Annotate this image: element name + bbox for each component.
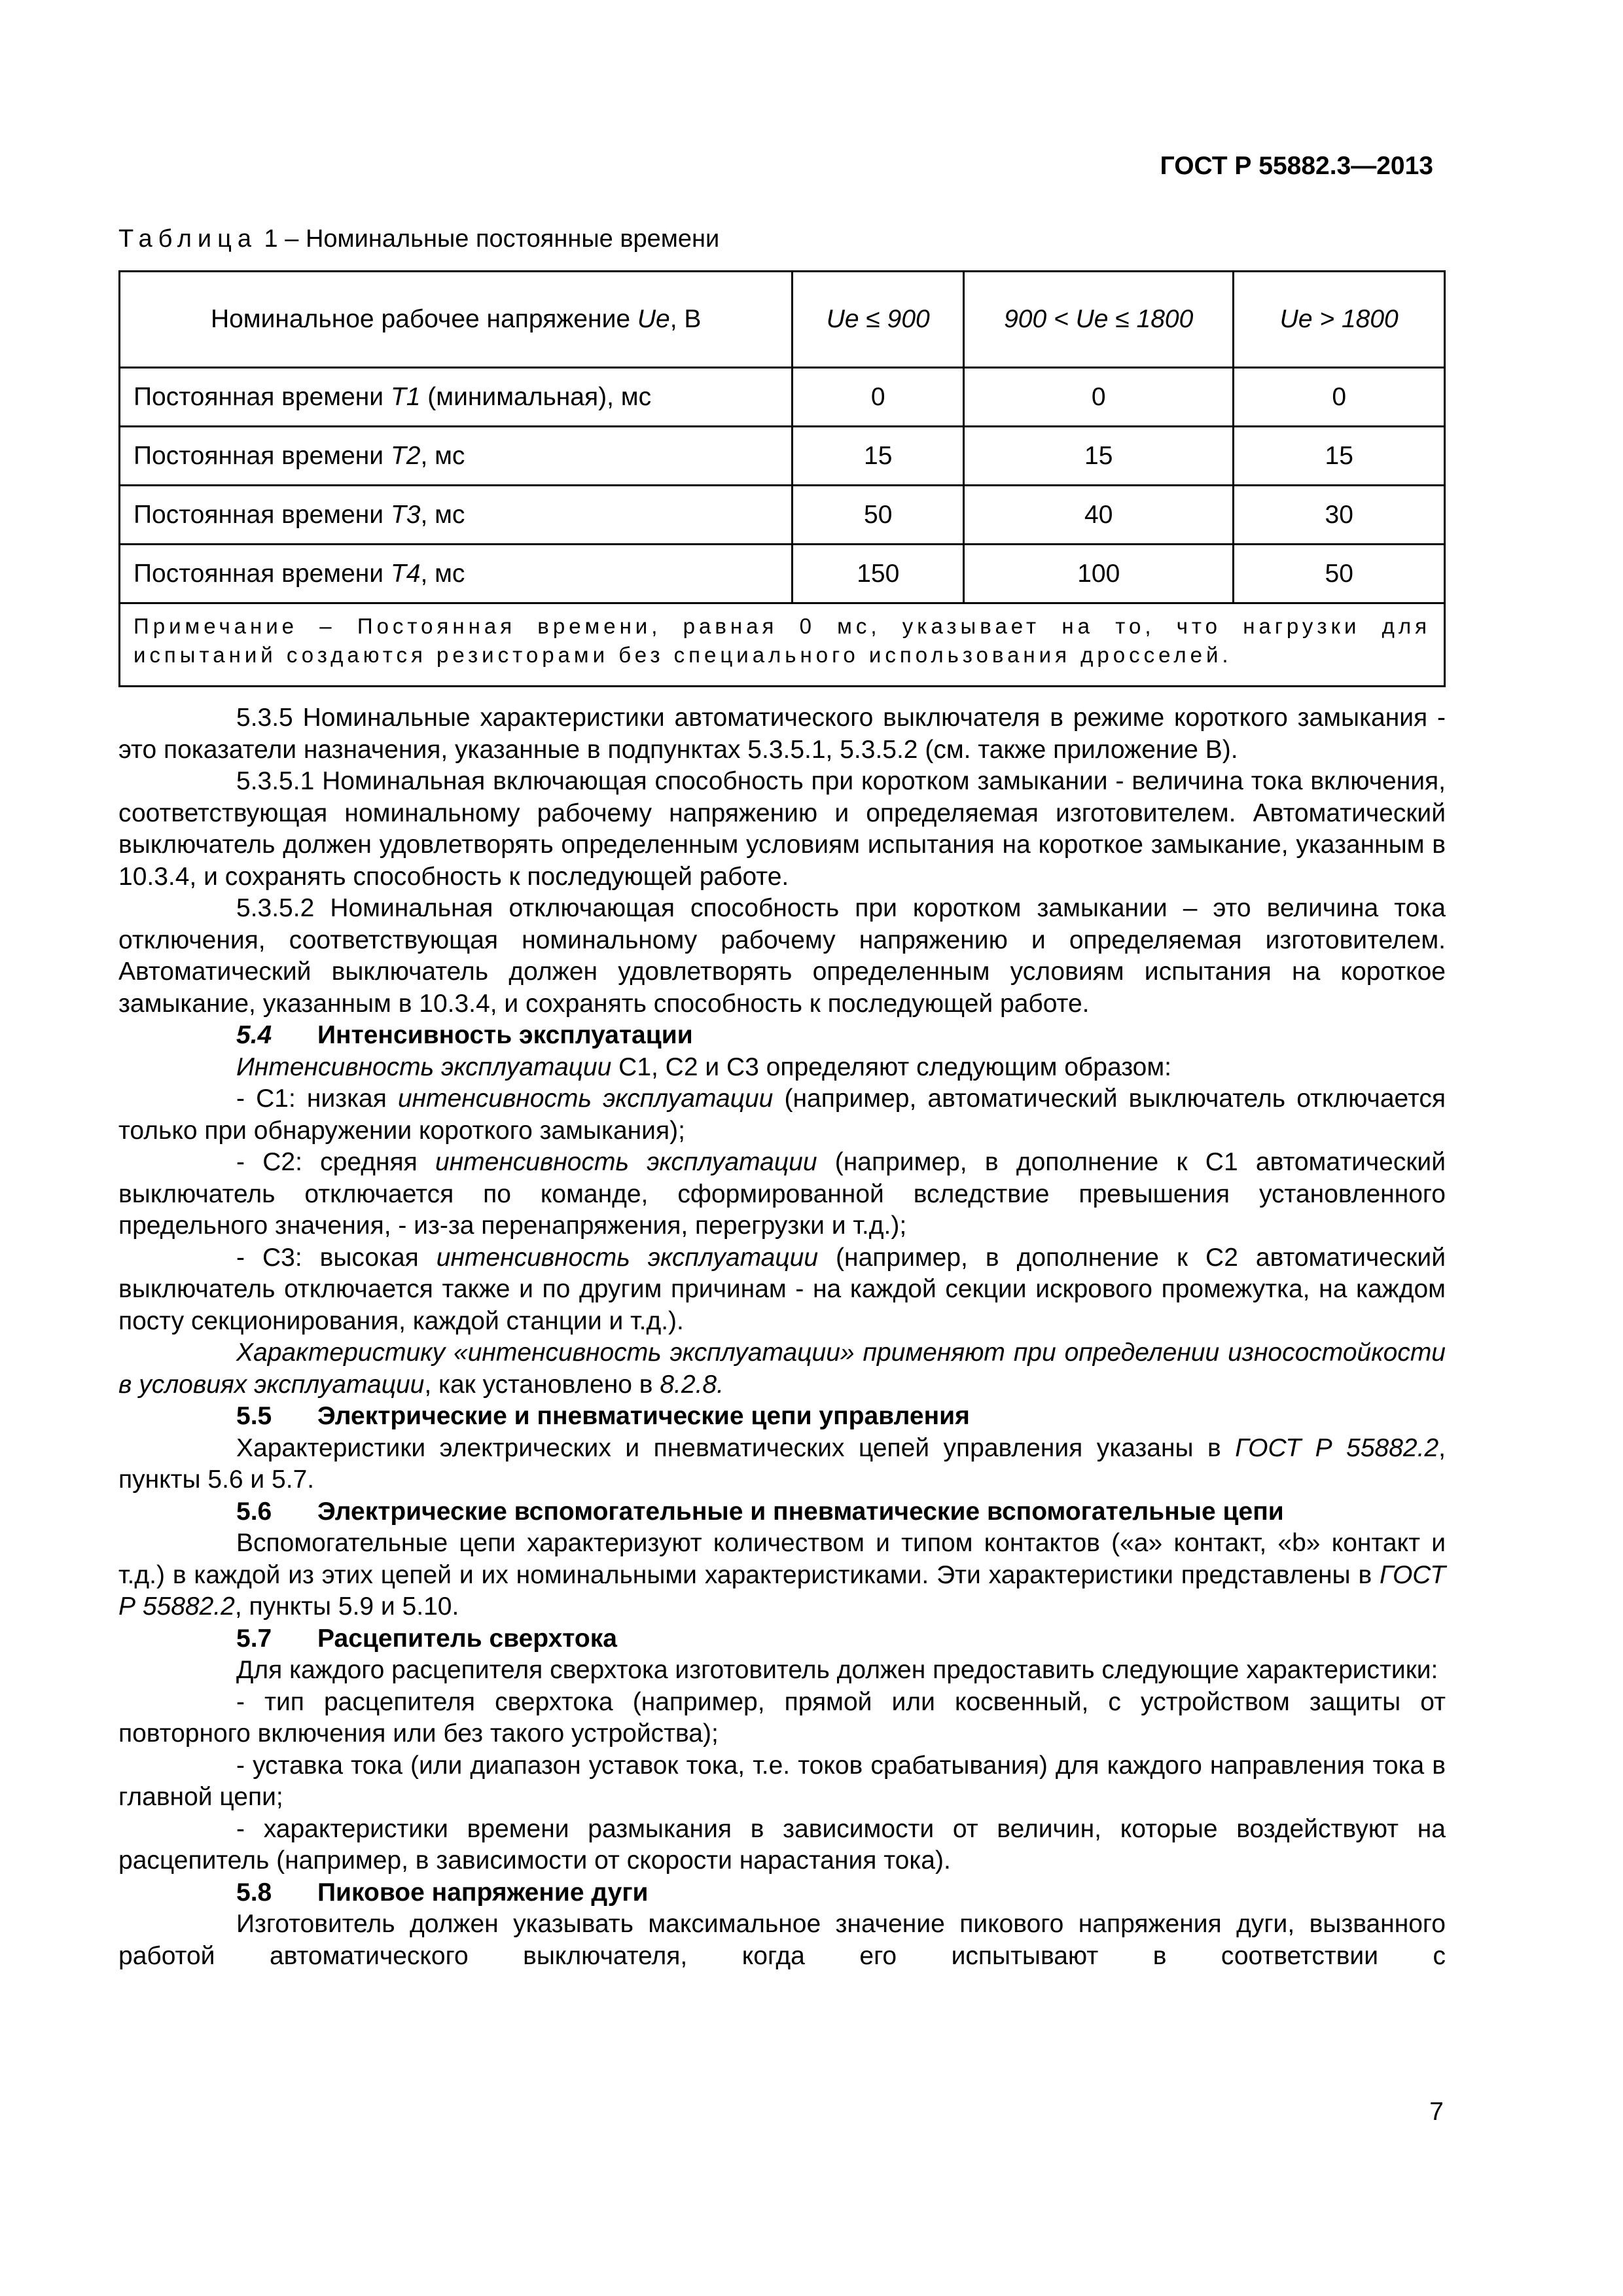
- table-cell: 100: [964, 545, 1234, 603]
- table-row: [120, 545, 1445, 603]
- paragraph-5-3-5-1: 5.3.5.1 Номинальная включающая способность при коротком замыкании - величина тока включения, соответствующая номинальному рабочему напряжению и определяемая изготовителем. Автоматический выключатель должен удовлетворять определенным условиям испытания на короткое замыкание, указанным в 10.3.4, и сохранять способность к последующей работе.: [118, 767, 1446, 891]
- table-cell: 150: [793, 545, 964, 603]
- document-id-header: ГОСТ Р 55882.3—2013: [1160, 152, 1433, 180]
- list-item-opening-time: - характеристики времени размыкания в зависимости от величин, которые воздействуют на расцепитель (например, в зависимости от скорости нарастания тока).: [118, 1814, 1446, 1874]
- paragraph-5-6: Вспомогательные цепи характеризуют количеством и типом контактов («а» контакт, «b» контакт и т.д.) в каждой из этих цепей и их номинальными характеристиками. Эти характеристики представлены в ГОСТ Р 55882.2, пункты 5.9 и 5.10.: [118, 1529, 1446, 1621]
- section-heading-5-8: 5.8 Пиковое напряжение дуги: [236, 1878, 649, 1907]
- time-constants-table: [118, 270, 1446, 687]
- header-voltage: Номинальное рабочее напряжение Ue, В: [120, 272, 793, 368]
- list-item-c1: - С1: низкая интенсивность эксплуатации (например, автоматический выключатель отключается только при обнаружении короткого замыкания);: [118, 1085, 1446, 1145]
- table-cell: 50: [793, 486, 964, 545]
- header-range-1: Ue ≤ 900: [793, 272, 964, 368]
- table-cell: 0: [1234, 368, 1445, 427]
- section-heading-5-6: 5.6 Электрические вспомогательные и пневматические вспомогательные цепи: [236, 1497, 1284, 1526]
- table-row: [120, 427, 1445, 486]
- list-item-c2: - С2: средняя интенсивность эксплуатации (например, в дополнение к С1 автоматический выключатель отключается по команде, сформированной вследствие превышения установленного предельного значения, - из-за перенапряжения, перегрузки и т.д.);: [118, 1148, 1446, 1240]
- row-label: Постоянная времени T4, мс: [120, 545, 793, 603]
- table-caption-word: Таблица: [118, 225, 257, 253]
- table-cell: 50: [1234, 545, 1445, 603]
- table-caption-rest: 1 – Номинальные постоянные времени: [257, 225, 720, 253]
- table-row: [120, 486, 1445, 545]
- paragraph-5-8: Изготовитель должен указывать максимальное значение пикового напряжения дуги, вызванного работой автоматического выключателя, когда его испытывают в соответствии с: [118, 1910, 1446, 1970]
- table-caption: [118, 225, 719, 253]
- paragraph-5-3-5: 5.3.5 Номинальные характеристики автоматического выключателя в режиме короткого замыкания - это показатели назначения, указанные в подпунктах 5.3.5.1, 5.3.5.2 (см. также приложение В).: [118, 704, 1446, 764]
- table-note: Примечание – Постоянная времени, равная 0 мс, указывает на то, что нагрузки для испытаний создаются резисторами без специального использования дросселей.: [120, 603, 1445, 687]
- table-cell: 0: [793, 368, 964, 427]
- paragraph-5-7-intro: Для каждого расцепителя сверхтока изготовитель должен предоставить следующие характеристики:: [236, 1656, 1438, 1684]
- paragraph-5-5: Характеристики электрических и пневматических цепей управления указаны в ГОСТ Р 55882.2, пункты 5.6 и 5.7.: [118, 1433, 1446, 1494]
- table-cell: 30: [1234, 486, 1445, 545]
- table-cell: 40: [964, 486, 1234, 545]
- table-cell: 15: [1234, 427, 1445, 486]
- list-item-c3: - С3: высокая интенсивность эксплуатации (например, в дополнение к С2 автоматический выключатель отключается также и по другим причинам - на каждой секции искрового промежутка, на каждом посту секционирования, каждой станции и т.д.).: [118, 1243, 1446, 1335]
- row-label: Постоянная времени T3, мс: [120, 486, 793, 545]
- paragraph-5-4-intro: Интенсивность эксплуатации С1, С2 и С3 определяют следующим образом:: [236, 1052, 1171, 1081]
- table-row: [120, 368, 1445, 427]
- paragraph-5-4-characteristic: Характеристику «интенсивность эксплуатации» применяют при определении износостойкости в условиях эксплуатации, как установлено в 8.2.8.: [118, 1338, 1446, 1399]
- header-range-2: 900 < Ue ≤ 1800: [964, 272, 1234, 368]
- row-label: Постоянная времени T2, мс: [120, 427, 793, 486]
- table-cell: 15: [964, 427, 1234, 486]
- list-item-current-setting: - уставка тока (или диапазон уставок тока, т.е. токов срабатывания) для каждого направления тока в главной цепи;: [118, 1751, 1446, 1811]
- section-heading-5-7: 5.7 Расцепитель сверхтока: [236, 1624, 617, 1653]
- page-number: 7: [1429, 2098, 1444, 2126]
- paragraph-5-3-5-2: 5.3.5.2 Номинальная отключающая способность при коротком замыкании – это величина тока отключения, соответствующая номинальному рабочему напряжению и определяемая изготовителем. Автоматический выключатель должен удовлетворять определенным условиям испытания на короткое замыкание, указанным в 10.3.4, и сохранять способность к последующей работе.: [118, 894, 1446, 1018]
- section-heading-5-5: 5.5 Электрические и пневматические цепи управления: [236, 1402, 970, 1430]
- list-item-trip-type: - тип расцепителя сверхтока (например, прямой или косвенный, с устройством защиты от повторного включения или без такого устройства);: [118, 1687, 1446, 1748]
- table-header-row: [120, 272, 1445, 368]
- section-heading-5-4: 5.4 Интенсивность эксплуатации: [236, 1021, 693, 1049]
- table-cell: 0: [964, 368, 1234, 427]
- row-label: Постоянная времени T1 (минимальная), мс: [120, 368, 793, 427]
- header-range-3: Ue > 1800: [1234, 272, 1445, 368]
- table-note-row: [120, 603, 1445, 687]
- table-cell: 15: [793, 427, 964, 486]
- body-text: [118, 702, 1446, 1972]
